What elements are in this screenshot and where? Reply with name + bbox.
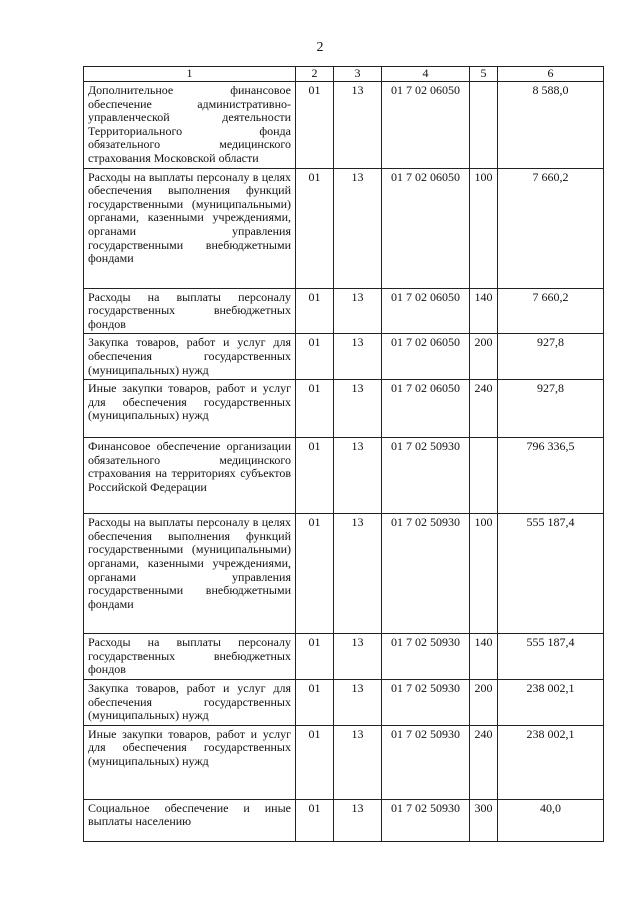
row-amount-cell: 555 187,4 (498, 634, 604, 680)
table-row (84, 380, 604, 438)
row-expense-type-cell (470, 82, 498, 169)
row-col2-cell: 01 (296, 799, 334, 841)
row-amount-cell: 40,0 (498, 799, 604, 841)
row-amount-cell: 7 660,2 (498, 168, 604, 288)
row-name-cell: Расходы на выплаты персоналу в целях обеспечения выполнения функций государственными (муниципальными) органами, казенными учреждениями, органами управления государственными внебюджетными фондами (84, 168, 296, 288)
row-target-code-cell: 01 7 02 06050 (382, 168, 470, 288)
row-expense-type-cell: 200 (470, 679, 498, 725)
row-col3-cell: 13 (334, 514, 382, 634)
row-col2-cell: 01 (296, 679, 334, 725)
row-expense-type-cell: 200 (470, 334, 498, 380)
row-expense-type-cell: 140 (470, 634, 498, 680)
table-row (84, 438, 604, 514)
row-amount-cell: 7 660,2 (498, 288, 604, 334)
header-cell-1: 1 (84, 67, 296, 82)
row-target-code-cell: 01 7 02 50930 (382, 799, 470, 841)
page-number: 2 (316, 40, 324, 55)
row-expense-type-cell: 100 (470, 168, 498, 288)
table-row (84, 168, 604, 288)
row-target-code-cell: 01 7 02 50930 (382, 514, 470, 634)
table-row (84, 799, 604, 841)
row-amount-cell: 927,8 (498, 380, 604, 438)
row-amount-cell: 796 336,5 (498, 438, 604, 514)
table-row (84, 634, 604, 680)
table-row (84, 334, 604, 380)
table-row (84, 679, 604, 725)
table-row (84, 725, 604, 799)
row-col3-cell: 13 (334, 288, 382, 334)
row-name-cell: Иные закупки товаров, работ и услуг для обеспечения государственных (муниципальных) нужд (84, 380, 296, 438)
row-name-cell: Финансовое обеспечение организации обязательного медицинского страхования на территориях субъектов Российской Федерации (84, 438, 296, 514)
row-col2-cell: 01 (296, 82, 334, 169)
table-body (84, 82, 604, 842)
row-col3-cell: 13 (334, 725, 382, 799)
row-name-cell: Иные закупки товаров, работ и услуг для обеспечения государственных (муниципальных) нужд (84, 725, 296, 799)
row-col2-cell: 01 (296, 438, 334, 514)
row-col2-cell: 01 (296, 725, 334, 799)
row-name-cell: Закупка товаров, работ и услуг для обеспечения государственных (муниципальных) нужд (84, 334, 296, 380)
row-col3-cell: 13 (334, 380, 382, 438)
row-col3-cell: 13 (334, 82, 382, 169)
row-expense-type-cell (470, 438, 498, 514)
header-cell-6: 6 (498, 67, 604, 82)
row-amount-cell: 927,8 (498, 334, 604, 380)
row-col3-cell: 13 (334, 438, 382, 514)
row-col2-cell: 01 (296, 380, 334, 438)
header-cell-2: 2 (296, 67, 334, 82)
row-col2-cell: 01 (296, 334, 334, 380)
row-expense-type-cell: 100 (470, 514, 498, 634)
row-name-cell: Закупка товаров, работ и услуг для обеспечения государственных (муниципальных) нужд (84, 679, 296, 725)
row-expense-type-cell: 300 (470, 799, 498, 841)
row-target-code-cell: 01 7 02 50930 (382, 679, 470, 725)
row-col2-cell: 01 (296, 288, 334, 334)
row-name-cell: Социальное обеспечение и иные выплаты населению (84, 799, 296, 841)
row-amount-cell: 555 187,4 (498, 514, 604, 634)
row-amount-cell: 8 588,0 (498, 82, 604, 169)
header-row (84, 67, 604, 82)
row-amount-cell: 238 002,1 (498, 725, 604, 799)
table-row (84, 514, 604, 634)
table-header (84, 67, 604, 82)
row-col3-cell: 13 (334, 799, 382, 841)
table-row (84, 288, 604, 334)
row-col3-cell: 13 (334, 334, 382, 380)
row-col2-cell: 01 (296, 168, 334, 288)
table-row (84, 82, 604, 169)
row-name-cell: Дополнительное финансовое обеспечение административно-управленческой деятельности Территориального фонда обязательного медицинского страхования Московской области (84, 82, 296, 169)
row-target-code-cell: 01 7 02 50930 (382, 438, 470, 514)
row-col2-cell: 01 (296, 514, 334, 634)
row-target-code-cell: 01 7 02 50930 (382, 725, 470, 799)
row-amount-cell: 238 002,1 (498, 679, 604, 725)
row-col2-cell: 01 (296, 634, 334, 680)
row-name-cell: Расходы на выплаты персоналу государственных внебюджетных фондов (84, 288, 296, 334)
row-name-cell: Расходы на выплаты персоналу государственных внебюджетных фондов (84, 634, 296, 680)
row-target-code-cell: 01 7 02 06050 (382, 380, 470, 438)
header-cell-5: 5 (470, 67, 498, 82)
row-expense-type-cell: 140 (470, 288, 498, 334)
row-target-code-cell: 01 7 02 50930 (382, 634, 470, 680)
row-target-code-cell: 01 7 02 06050 (382, 288, 470, 334)
row-target-code-cell: 01 7 02 06050 (382, 334, 470, 380)
row-expense-type-cell: 240 (470, 380, 498, 438)
row-expense-type-cell: 240 (470, 725, 498, 799)
row-name-cell: Расходы на выплаты персоналу в целях обеспечения выполнения функций государственными (муниципальными) органами, казенными учреждениями, органами управления государственными внебюджетными фондами (84, 514, 296, 634)
row-target-code-cell: 01 7 02 06050 (382, 82, 470, 169)
row-col3-cell: 13 (334, 679, 382, 725)
header-cell-3: 3 (334, 67, 382, 82)
budget-table (83, 66, 604, 842)
row-col3-cell: 13 (334, 634, 382, 680)
header-cell-4: 4 (382, 67, 470, 82)
row-col3-cell: 13 (334, 168, 382, 288)
